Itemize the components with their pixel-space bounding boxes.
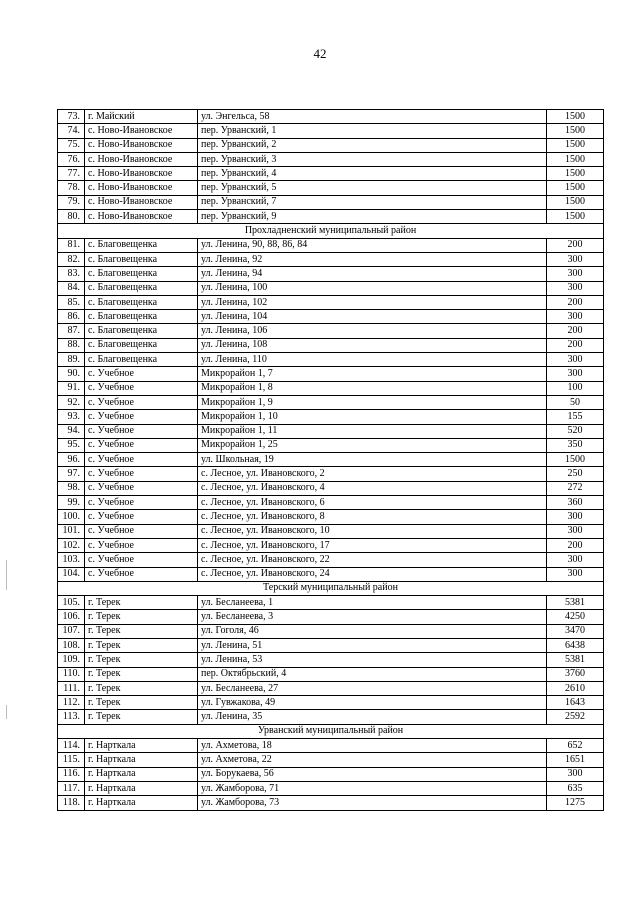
row-number: 88. [58,338,85,352]
numeric-value: 1643 [547,696,604,710]
settlement-name: с. Благовещенка [85,252,198,266]
settlement-name: с. Благовещенка [85,324,198,338]
numeric-value: 3470 [547,624,604,638]
street-address: Микрорайон 1, 25 [198,438,547,452]
row-number: 74. [58,124,85,138]
address-table [57,109,604,811]
settlement-name: г. Терек [85,681,198,695]
table-row [58,467,604,481]
row-number: 92. [58,395,85,409]
row-number: 112. [58,696,85,710]
numeric-value: 5381 [547,653,604,667]
settlement-name: с. Учебное [85,410,198,424]
numeric-value: 1500 [547,138,604,152]
street-address: ул. Энгельса, 58 [198,110,547,124]
table-row [58,596,604,610]
table-row [58,252,604,266]
row-number: 78. [58,181,85,195]
numeric-value: 300 [547,252,604,266]
street-address: с. Лесное, ул. Ивановского, 8 [198,510,547,524]
settlement-name: с. Ново-Ивановское [85,210,198,224]
table-row [58,638,604,652]
numeric-value: 360 [547,496,604,510]
numeric-value: 300 [547,767,604,781]
settlement-name: с. Ново-Ивановское [85,167,198,181]
numeric-value: 1500 [547,195,604,209]
row-number: 76. [58,152,85,166]
settlement-name: с. Учебное [85,395,198,409]
row-number: 93. [58,410,85,424]
table-row [58,796,604,810]
table-row [58,138,604,152]
numeric-value: 300 [547,281,604,295]
row-number: 102. [58,538,85,552]
row-number: 101. [58,524,85,538]
street-address: ул. Бесланеева, 1 [198,596,547,610]
street-address: ул. Ленина, 94 [198,267,547,281]
settlement-name: с. Благовещенка [85,295,198,309]
street-address: пер. Урванский, 7 [198,195,547,209]
row-number: 83. [58,267,85,281]
row-number: 97. [58,467,85,481]
table-row [58,710,604,724]
table-row [58,410,604,424]
numeric-value: 200 [547,295,604,309]
table-row [58,496,604,510]
street-address: пер. Урванский, 4 [198,167,547,181]
row-number: 99. [58,496,85,510]
numeric-value: 50 [547,395,604,409]
numeric-value: 272 [547,481,604,495]
settlement-name: с. Учебное [85,467,198,481]
street-address: пер. Урванский, 3 [198,152,547,166]
table-row [58,110,604,124]
row-number: 94. [58,424,85,438]
row-number: 84. [58,281,85,295]
settlement-name: с. Учебное [85,453,198,467]
scan-margin-mark [6,705,7,719]
street-address: ул. Ленина, 53 [198,653,547,667]
street-address: пер. Урванский, 1 [198,124,547,138]
row-number: 117. [58,781,85,795]
numeric-value: 300 [547,367,604,381]
settlement-name: с. Учебное [85,524,198,538]
settlement-name: с. Учебное [85,438,198,452]
numeric-value: 5381 [547,596,604,610]
row-number: 111. [58,681,85,695]
street-address: ул. Жамборова, 71 [198,781,547,795]
numeric-value: 6438 [547,638,604,652]
row-number: 81. [58,238,85,252]
settlement-name: с. Благовещенка [85,338,198,352]
street-address: с. Лесное, ул. Ивановского, 4 [198,481,547,495]
street-address: пер. Урванский, 2 [198,138,547,152]
table-row [58,739,604,753]
row-number: 95. [58,438,85,452]
street-address: ул. Гоголя, 46 [198,624,547,638]
numeric-value: 300 [547,524,604,538]
street-address: ул. Ахметова, 22 [198,753,547,767]
settlement-name: с. Благовещенка [85,281,198,295]
numeric-value: 200 [547,338,604,352]
row-number: 75. [58,138,85,152]
row-number: 115. [58,753,85,767]
section-title: Урванский муниципальный район [58,724,604,738]
row-number: 100. [58,510,85,524]
row-number: 116. [58,767,85,781]
settlement-name: с. Учебное [85,496,198,510]
scan-margin-mark [6,560,7,590]
table-row [58,453,604,467]
table-row [58,424,604,438]
street-address: ул. Ленина, 92 [198,252,547,266]
settlement-name: г. Терек [85,610,198,624]
table-row [58,681,604,695]
street-address: ул. Ленина, 102 [198,295,547,309]
numeric-value: 300 [547,510,604,524]
settlement-name: г. Терек [85,696,198,710]
table-row [58,553,604,567]
numeric-value: 2592 [547,710,604,724]
numeric-value: 520 [547,424,604,438]
street-address: ул. Школьная, 19 [198,453,547,467]
table-row [58,767,604,781]
numeric-value: 300 [547,310,604,324]
settlement-name: г. Терек [85,653,198,667]
street-address: ул. Ахметова, 18 [198,739,547,753]
row-number: 118. [58,796,85,810]
table-row [58,295,604,309]
street-address: Микрорайон 1, 9 [198,395,547,409]
street-address: ул. Бесланеева, 3 [198,610,547,624]
numeric-value: 155 [547,410,604,424]
street-address: с. Лесное, ул. Ивановского, 24 [198,567,547,581]
numeric-value: 250 [547,467,604,481]
street-address: ул. Гувжакова, 49 [198,696,547,710]
numeric-value: 200 [547,538,604,552]
street-address: с. Лесное, ул. Ивановского, 2 [198,467,547,481]
page-number: 42 [313,46,327,61]
settlement-name: с. Учебное [85,381,198,395]
street-address: с. Лесное, ул. Ивановского, 17 [198,538,547,552]
section-header-row [58,724,604,738]
settlement-name: с. Ново-Ивановское [85,138,198,152]
table-row [58,281,604,295]
street-address: с. Лесное, ул. Ивановского, 6 [198,496,547,510]
settlement-name: г. Нарткала [85,781,198,795]
settlement-name: с. Учебное [85,481,198,495]
numeric-value: 1275 [547,796,604,810]
numeric-value: 1500 [547,124,604,138]
settlement-name: г. Терек [85,638,198,652]
row-number: 103. [58,553,85,567]
row-number: 85. [58,295,85,309]
row-number: 113. [58,710,85,724]
settlement-name: г. Нарткала [85,796,198,810]
table-row [58,195,604,209]
numeric-value: 100 [547,381,604,395]
table-row [58,753,604,767]
table-row [58,324,604,338]
row-number: 107. [58,624,85,638]
table-row [58,124,604,138]
street-address: ул. Борукаева, 56 [198,767,547,781]
row-number: 90. [58,367,85,381]
settlement-name: с. Учебное [85,510,198,524]
numeric-value: 2610 [547,681,604,695]
numeric-value: 1500 [547,152,604,166]
numeric-value: 1651 [547,753,604,767]
row-number: 98. [58,481,85,495]
section-title: Прохладненский муниципальный район [58,224,604,238]
settlement-name: с. Ново-Ивановское [85,152,198,166]
row-number: 104. [58,567,85,581]
row-number: 89. [58,353,85,367]
table-row [58,667,604,681]
table-row [58,181,604,195]
row-number: 82. [58,252,85,266]
settlement-name: г. Нарткала [85,753,198,767]
settlement-name: с. Благовещенка [85,238,198,252]
settlement-name: с. Благовещенка [85,310,198,324]
row-number: 105. [58,596,85,610]
settlement-name: с. Благовещенка [85,267,198,281]
numeric-value: 300 [547,353,604,367]
numeric-value: 300 [547,553,604,567]
settlement-name: с. Учебное [85,553,198,567]
row-number: 114. [58,739,85,753]
row-number: 106. [58,610,85,624]
street-address: ул. Жамборова, 73 [198,796,547,810]
street-address: пер. Урванский, 9 [198,210,547,224]
settlement-name: г. Терек [85,667,198,681]
section-title: Терский муниципальный район [58,581,604,595]
table-row [58,367,604,381]
row-number: 108. [58,638,85,652]
table-row [58,567,604,581]
numeric-value: 635 [547,781,604,795]
table-row [58,267,604,281]
table-row [58,781,604,795]
numeric-value: 300 [547,567,604,581]
table-row [58,524,604,538]
section-header-row [58,581,604,595]
numeric-value: 1500 [547,167,604,181]
address-table-body [58,110,604,811]
settlement-name: г. Майский [85,110,198,124]
table-row [58,624,604,638]
street-address: ул. Ленина, 51 [198,638,547,652]
street-address: пер. Октябрьский, 4 [198,667,547,681]
table-row [58,481,604,495]
settlement-name: с. Ново-Ивановское [85,181,198,195]
street-address: ул. Ленина, 108 [198,338,547,352]
numeric-value: 1500 [547,210,604,224]
settlement-name: г. Нарткала [85,767,198,781]
numeric-value: 1500 [547,181,604,195]
row-number: 96. [58,453,85,467]
settlement-name: г. Терек [85,624,198,638]
row-number: 109. [58,653,85,667]
street-address: ул. Бесланеева, 27 [198,681,547,695]
street-address: Микрорайон 1, 11 [198,424,547,438]
numeric-value: 300 [547,267,604,281]
table-row [58,653,604,667]
table-row [58,238,604,252]
table-row [58,395,604,409]
table-row [58,538,604,552]
street-address: ул. Ленина, 100 [198,281,547,295]
settlement-name: с. Ново-Ивановское [85,124,198,138]
row-number: 86. [58,310,85,324]
settlement-name: с. Ново-Ивановское [85,195,198,209]
street-address: с. Лесное, ул. Ивановского, 22 [198,553,547,567]
street-address: Микрорайон 1, 7 [198,367,547,381]
row-number: 87. [58,324,85,338]
settlement-name: с. Благовещенка [85,353,198,367]
table-row [58,381,604,395]
section-header-row [58,224,604,238]
table-row [58,510,604,524]
numeric-value: 1500 [547,453,604,467]
numeric-value: 652 [547,739,604,753]
street-address: пер. Урванский, 5 [198,181,547,195]
street-address: ул. Ленина, 110 [198,353,547,367]
settlement-name: с. Учебное [85,567,198,581]
table-row [58,610,604,624]
street-address: ул. Ленина, 106 [198,324,547,338]
settlement-name: с. Учебное [85,367,198,381]
settlement-name: с. Учебное [85,538,198,552]
numeric-value: 350 [547,438,604,452]
numeric-value: 3760 [547,667,604,681]
table-row [58,152,604,166]
settlement-name: г. Терек [85,710,198,724]
numeric-value: 1500 [547,110,604,124]
numeric-value: 4250 [547,610,604,624]
numeric-value: 200 [547,324,604,338]
row-number: 73. [58,110,85,124]
row-number: 80. [58,210,85,224]
street-address: Микрорайон 1, 10 [198,410,547,424]
street-address: ул. Ленина, 104 [198,310,547,324]
row-number: 79. [58,195,85,209]
row-number: 77. [58,167,85,181]
settlement-name: г. Нарткала [85,739,198,753]
table-row [58,210,604,224]
table-row [58,438,604,452]
table-row [58,338,604,352]
street-address: Микрорайон 1, 8 [198,381,547,395]
street-address: с. Лесное, ул. Ивановского, 10 [198,524,547,538]
table-row [58,167,604,181]
street-address: ул. Ленина, 35 [198,710,547,724]
row-number: 110. [58,667,85,681]
numeric-value: 200 [547,238,604,252]
row-number: 91. [58,381,85,395]
settlement-name: с. Учебное [85,424,198,438]
settlement-name: г. Терек [85,596,198,610]
table-row [58,310,604,324]
street-address: ул. Ленина, 90, 88, 86, 84 [198,238,547,252]
table-row [58,696,604,710]
table-row [58,353,604,367]
